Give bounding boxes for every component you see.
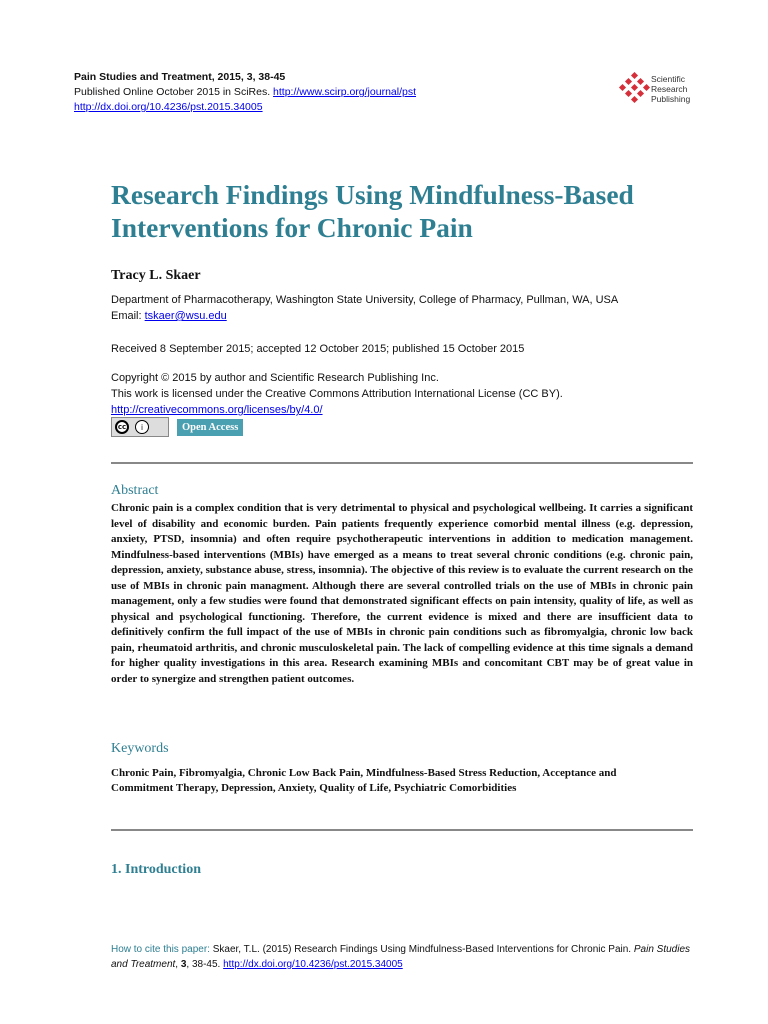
attribution-person-icon: i xyxy=(135,420,149,434)
introduction-heading: 1. Introduction xyxy=(111,862,201,877)
publisher-logo-mark-icon xyxy=(618,72,650,106)
journal-header xyxy=(74,70,416,115)
keywords-heading: Keywords xyxy=(111,741,169,756)
keywords-text: Chronic Pain, Fibromyalgia, Chronic Low Back Pain, Mindfulness-Based Stress Reduction, Acceptance and Commitment Therapy, Depression, Anxiety, Quality of Life, Psychiatric Comorbidities xyxy=(111,767,617,794)
cite-volume: 3 xyxy=(180,959,187,970)
publisher-logo-text xyxy=(651,74,690,104)
article-title: Research Findings Using Mindfulness-Based Interventions for Chronic Pain xyxy=(111,179,634,243)
received-dates: Received 8 September 2015; accepted 12 October 2015; published 15 October 2015 xyxy=(111,343,525,355)
author-name: Tracy L. Skaer xyxy=(111,268,201,283)
license-badges xyxy=(111,417,243,437)
abstract-text: Chronic pain is a complex condition that is very detrimental to physical and psychological wellbeing. It carries a significant level of disability and economic burden. Pain patients frequently experience comorbid mental illness (e.g. depression, anxiety, PTSD, insomnia) and often require psychotherapeutic interventions in addition to medication management. Mindfulness-based interventions (MBIs) have emerged as a means to treat several chronic conditions (e.g. chronic pain, depression, anxiety, substance abuse, stress, insomnia). The objective of this review is to evaluate the current research on the use of MBIs in chronic pain managment. Although there are several controlled trials on the use of MBIs in chronic pain management, only a few studies were found that demonstrated significant effects on pain intensity, quality of life, as well as physical and psychological functioning. Therefore, the current evidence is mixed and there are insufficient data to definitively confirm the full impact of the use of MBIs in chronic pain conditions such as fibromyalgia, chronic low back pain, rheumatoid arthritis, and chronic musculoskeletal pain. The lack of compelling evidence at this time signals a demand for higher quality investigations in this area. Research examining MBIs and concomitant CBT may be of great value in order to synergize and strengthen patient outcomes. xyxy=(111,502,693,685)
email-link[interactable]: tskaer@wsu.edu xyxy=(144,310,227,322)
license-line: This work is licensed under the Creative Commons Attribution International License (CC BY). xyxy=(111,388,563,400)
author-affiliation-block xyxy=(111,292,618,324)
creative-commons-icon: cc xyxy=(115,420,129,434)
logo-line-3: Publishing xyxy=(651,94,691,104)
affiliation: Department of Pharmacotherapy, Washington State University, College of Pharmacy, Pullman, WA, USA xyxy=(111,294,619,306)
doi-line xyxy=(74,100,416,115)
copyright-block xyxy=(111,370,563,418)
cite-text: Skaer, T.L. (2015) Research Findings Using Mindfulness-Based Interventions for Chronic Pain. xyxy=(212,944,634,955)
cite-sep: , xyxy=(175,959,181,970)
email-line xyxy=(111,308,618,324)
divider-top xyxy=(111,462,693,464)
cc-by-badge[interactable] xyxy=(111,417,169,437)
email-label: Email: xyxy=(111,310,145,322)
logo-line-2: Research xyxy=(651,84,688,94)
journal-url-link[interactable]: http://www.scirp.org/journal/pst xyxy=(273,86,417,98)
logo-line-1: Scientific xyxy=(651,74,686,84)
copyright-line: Copyright © 2015 by author and Scientific Research Publishing Inc. xyxy=(111,372,439,384)
journal-citation-line: Pain Studies and Treatment, 2015, 3, 38-45 xyxy=(74,71,286,83)
abstract-heading: Abstract xyxy=(111,483,159,498)
published-prefix: Published Online October 2015 in SciRes. xyxy=(74,86,274,98)
doi-link[interactable]: http://dx.doi.org/10.4236/pst.2015.34005 xyxy=(74,101,263,113)
cite-label: How to cite this paper: xyxy=(111,944,213,955)
cite-pages: , 38-45. xyxy=(186,959,224,970)
open-access-badge: Open Access xyxy=(177,419,243,436)
how-to-cite xyxy=(111,942,701,972)
license-url-link[interactable]: http://creativecommons.org/licenses/by/4.0/ xyxy=(111,404,323,416)
cite-journal: Pain Studies and Treatment xyxy=(111,944,691,970)
published-line xyxy=(74,85,416,100)
publisher-logo xyxy=(618,72,708,108)
cite-doi-link[interactable]: http://dx.doi.org/10.4236/pst.2015.34005 xyxy=(223,959,403,970)
divider-bottom xyxy=(111,829,693,831)
